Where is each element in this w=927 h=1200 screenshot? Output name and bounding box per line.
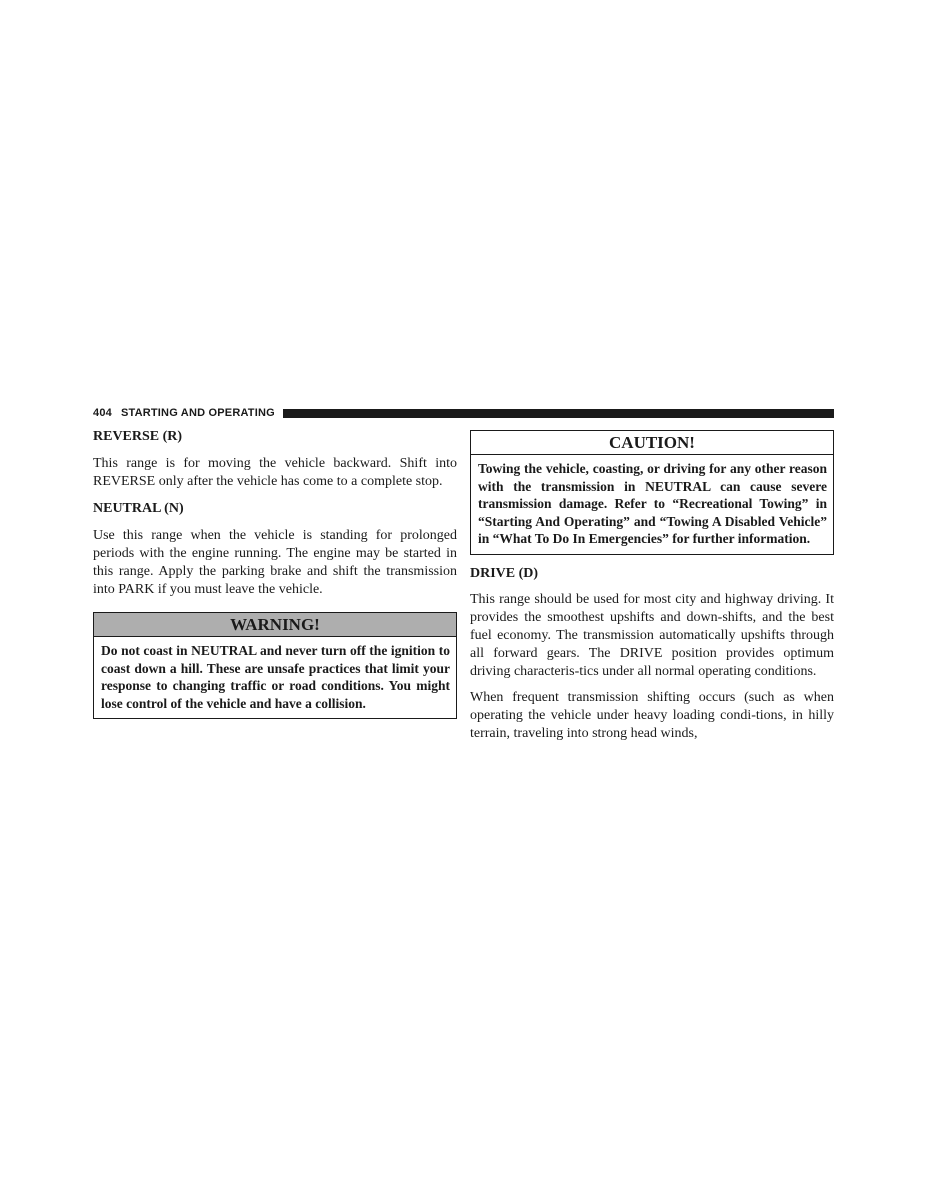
- drive-heading: DRIVE (D): [470, 565, 539, 581]
- shifting-paragraph: When frequent transmission shifting occurs (such as when operating the vehicle under heavy loading condi-tions, in hilly terrain, traveling into strong head winds,: [470, 689, 834, 741]
- neutral-paragraph: Use this range when the vehicle is standing for prolonged periods with the engine running. The engine may be started in this range. Apply the parking brake and shift the transmission into PARK if you must leave the vehicle.: [93, 528, 457, 597]
- warning-box: [93, 612, 457, 719]
- drive-paragraph: This range should be used for most city and highway driving. It provides the smoothest upshifts and down-shifts, and the best fuel economy. The transmission automatically upshifts through all forward gears. The DRIVE position provides optimum driving characteris-tics under all normal operating conditions.: [470, 591, 834, 679]
- left-column: [93, 428, 457, 719]
- page-number: 404: [93, 407, 112, 419]
- warning-title: WARNING!: [94, 613, 456, 637]
- section-title: STARTING AND OPERATING: [120, 407, 275, 419]
- neutral-heading: NEUTRAL (N): [93, 501, 184, 516]
- warning-text: Do not coast in NEUTRAL and never turn off the ignition to coast down a hill. These are unsafe practices that limit your response to changing traffic or road conditions. You might lose control of the vehicle and have a collision.: [101, 643, 450, 711]
- right-column: [470, 430, 834, 743]
- reverse-heading: REVERSE (R): [93, 429, 183, 444]
- reverse-paragraph: This range is for moving the vehicle backward. Shift into REVERSE only after the vehicle has come to a complete stop.: [93, 456, 457, 489]
- header-rule: [283, 409, 834, 418]
- caution-title: CAUTION!: [471, 431, 833, 455]
- caution-text: Towing the vehicle, coasting, or driving for any other reason with the transmission in NEUTRAL can cause severe transmission damage. Refer to “Recreational Towing” in “Starting And Operating” and “Towing A Disabled Vehicle” in “What To Do In Emergencies” for further information.: [478, 461, 827, 546]
- caution-box: [470, 430, 834, 555]
- page-header: [93, 406, 834, 420]
